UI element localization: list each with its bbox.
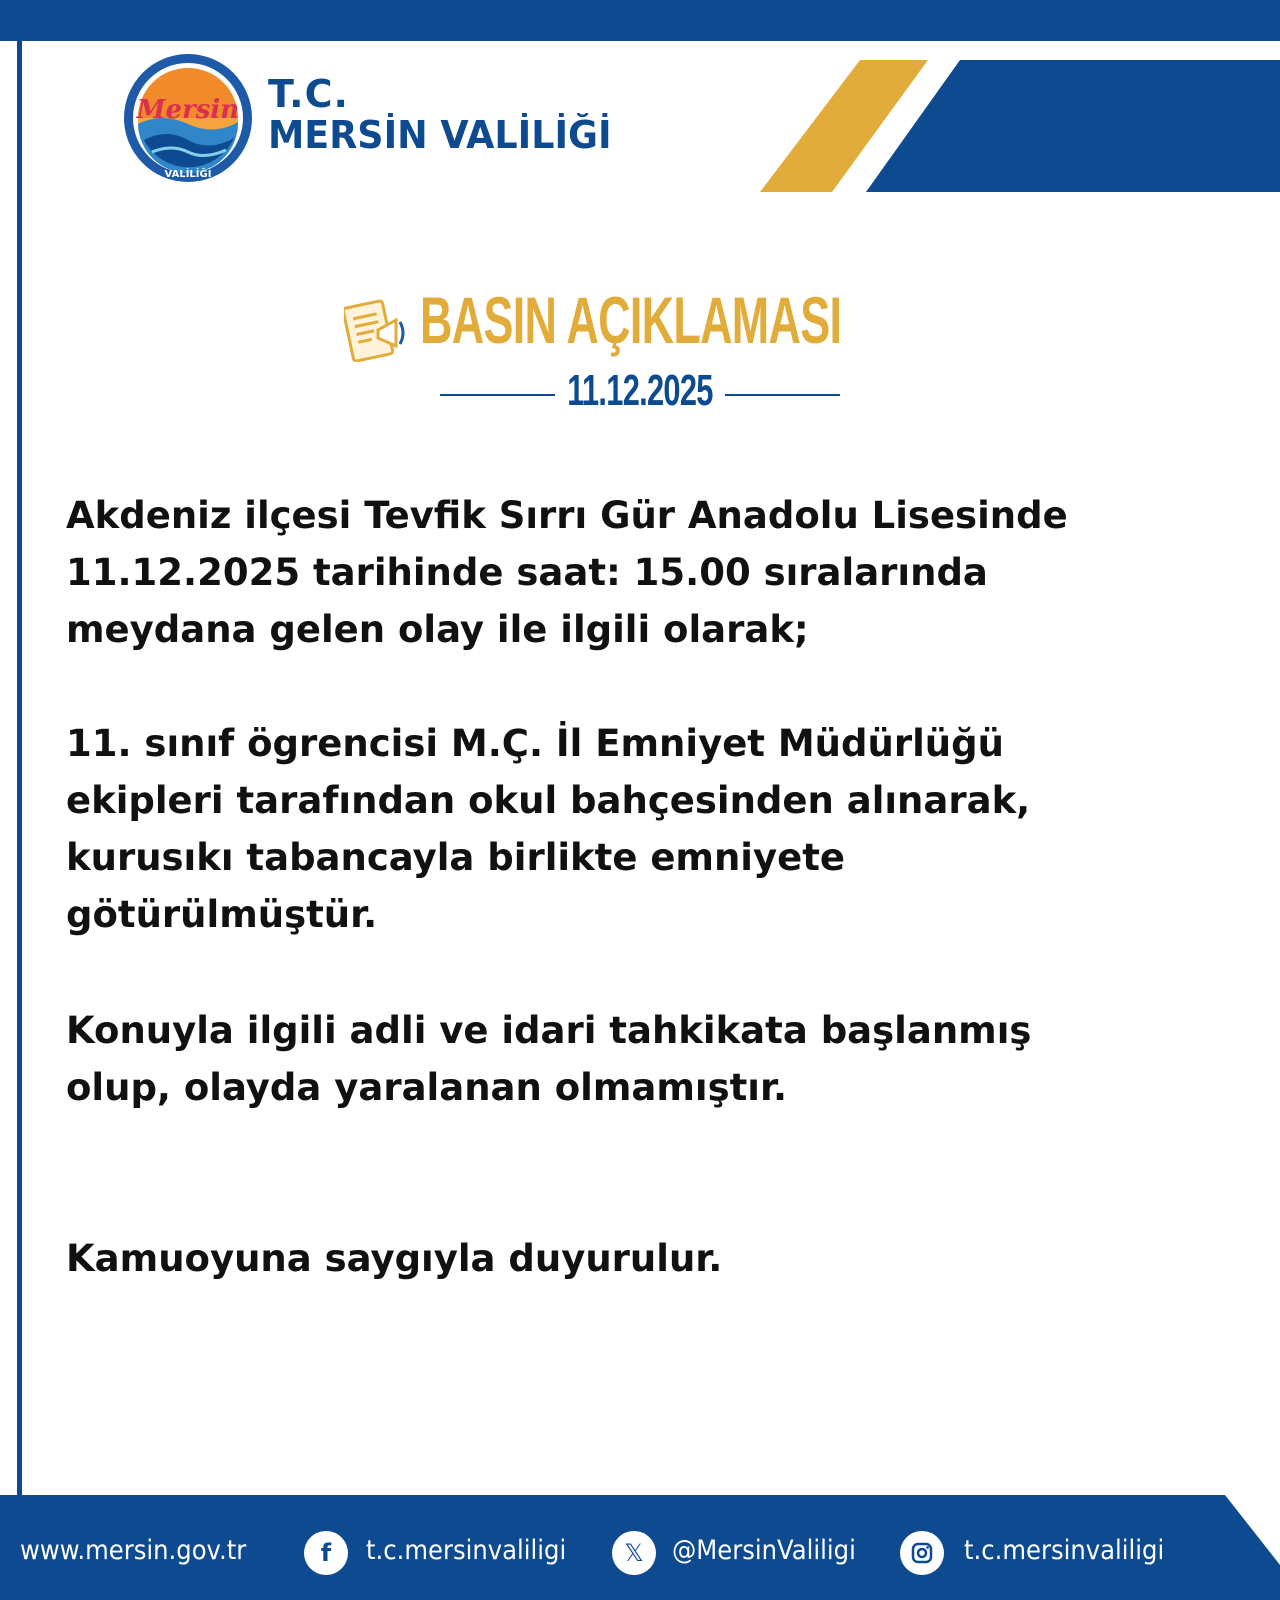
press-release-icon xyxy=(344,290,410,362)
decorative-stripes xyxy=(0,0,1280,200)
text-line: kurusıkı tabancayla birlikte emniyete xyxy=(66,836,845,879)
announcement-title: BASIN AÇIKLAMASI xyxy=(420,283,842,357)
text-line: 11. sınıf ögrencisi M.Ç. İl Emniyet Müdürlüğü xyxy=(66,722,1004,765)
announcement-date: 11.12.2025 xyxy=(567,366,713,415)
date-divider-right xyxy=(725,394,840,396)
text-line: götürülmüştür. xyxy=(66,893,378,936)
text-line: 11.12.2025 tarihinde saat: 15.00 sıralarında xyxy=(66,551,988,594)
text-line: olup, olayda yaralanan olmamıştır. xyxy=(66,1066,788,1109)
facebook-handle[interactable]: t.c.mersinvaliligi xyxy=(366,1535,567,1566)
text-line: meydana gelen olay ile ilgili olarak; xyxy=(66,608,809,651)
paragraph-2 xyxy=(66,715,1030,943)
announcement-date-block xyxy=(440,366,840,415)
closing-line: Kamuoyuna saygıyla duyurulur. xyxy=(66,1237,723,1280)
text-line: Konuyla ilgili adli ve idari tahkikata başlanmış xyxy=(66,1009,1032,1052)
facebook-icon: f xyxy=(304,1531,348,1575)
instagram-handle[interactable]: t.c.mersinvaliligi xyxy=(964,1535,1165,1566)
svg-text:Mersin: Mersin xyxy=(136,95,240,125)
paragraph-3 xyxy=(66,1002,1031,1116)
text-line: ekipleri tarafından okul bahçesinden alınarak, xyxy=(66,779,1031,822)
institution-name: MERSİN VALİLİĞİ xyxy=(268,113,612,157)
x-handle[interactable]: @MersinValiligi xyxy=(672,1535,856,1566)
svg-text:VALİLİĞİ: VALİLİĞİ xyxy=(164,169,212,180)
text-line: Akdeniz ilçesi Tevfik Sırrı Gür Anadolu Lisesinde xyxy=(66,494,1068,537)
website-link[interactable]: www.mersin.gov.tr xyxy=(20,1535,247,1566)
paragraph-1 xyxy=(66,487,1068,658)
left-border xyxy=(17,41,22,1498)
tc-label: T.C. xyxy=(268,72,349,116)
instagram-icon xyxy=(900,1531,944,1575)
x-icon: 𝕏 xyxy=(612,1531,656,1575)
